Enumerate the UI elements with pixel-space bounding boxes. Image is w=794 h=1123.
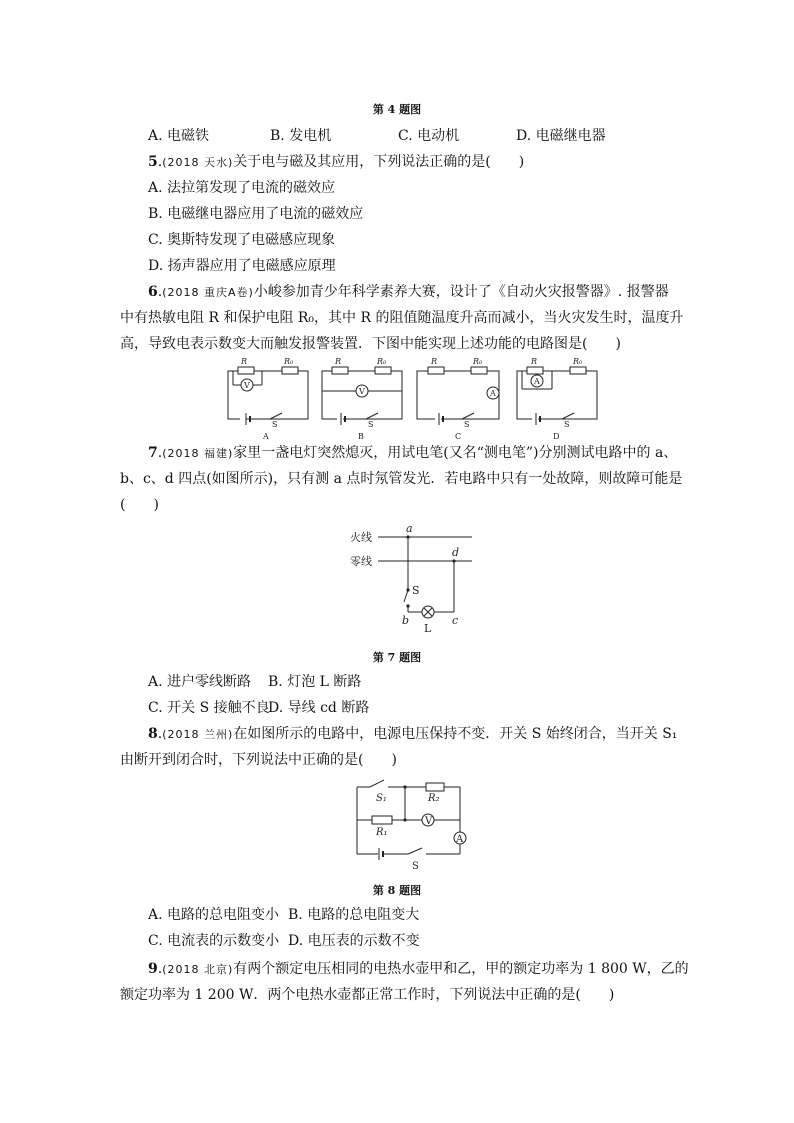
q6a-r0: R₀ bbox=[284, 357, 294, 366]
q9-line1: 9.(2018 北京)有两个额定电压相同的电热水壶甲和乙，甲的额定功率为 1 800 W，乙的 bbox=[148, 961, 689, 977]
q6d-r0: R₀ bbox=[573, 357, 583, 366]
q7-source: (2018 福建) bbox=[162, 447, 234, 460]
q8-r2-label: R₂ bbox=[428, 793, 440, 804]
q8-number: 8 bbox=[148, 726, 158, 742]
q6-circuit-c bbox=[417, 367, 499, 425]
q7-point-a: a bbox=[406, 522, 413, 535]
q6d-ammeter-label: A bbox=[534, 377, 540, 386]
q8-text1: 在如图所示的电路中，电源电压保持不变．开关 S 始终闭合，当开关 S₁ bbox=[233, 726, 678, 742]
q8-r1-label: R₁ bbox=[376, 827, 388, 838]
q7-text1: 家里一盏电灯突然熄灭，用试电笔(又名“测电笔”)分别测试电路中的 a、 bbox=[233, 445, 678, 461]
q7-point-c: c bbox=[452, 614, 459, 627]
q5-text: 关于电与磁及其应用，下列说法正确的是( ) bbox=[233, 154, 525, 170]
q5-option-c: C. 奥斯特发现了电磁感应现象 bbox=[148, 232, 336, 248]
q6-label-d: D bbox=[553, 432, 560, 441]
q6b-voltmeter-label: V bbox=[359, 387, 365, 396]
q6-label-b: B bbox=[358, 432, 364, 441]
q6b-r: R bbox=[335, 357, 342, 366]
q7-line1: 7.(2018 福建)家里一盏电灯突然熄灭，用试电笔(又名“测电笔”)分别测试电路中的 a、 bbox=[148, 445, 678, 461]
q5-stem: 5.(2018 天水)关于电与磁及其应用，下列说法正确的是( ) bbox=[148, 154, 525, 170]
q6b-r0: R₀ bbox=[377, 357, 387, 366]
q8-option-b: B. 电路的总电阻变大 bbox=[288, 907, 420, 923]
q6-number: 6 bbox=[148, 284, 158, 300]
q8-switch-label: S bbox=[412, 861, 419, 872]
q9-text1: 有两个额定电压相同的电热水壶甲和乙，甲的额定功率为 1 800 W，乙的 bbox=[233, 961, 689, 977]
q7-live-wire-label: 火线 bbox=[350, 531, 372, 544]
q6c-r0: R₀ bbox=[473, 357, 483, 366]
q6d-switch-label: S bbox=[564, 420, 570, 429]
q6-circuit-b bbox=[322, 367, 402, 425]
q8-option-c: C. 电流表的示数变小 bbox=[148, 933, 280, 949]
q7-point-b: b bbox=[402, 614, 410, 627]
q5-option-d: D. 扬声器应用了电磁感应原理 bbox=[148, 258, 336, 274]
q6c-ammeter-label: A bbox=[490, 389, 496, 398]
q7-neutral-wire-label: 零线 bbox=[350, 555, 372, 568]
q5-number: 5 bbox=[148, 154, 158, 170]
q6-label-c: C bbox=[455, 432, 462, 441]
fig4-caption: 第 4 题图 bbox=[372, 103, 422, 116]
q8-s1-label: S₁ bbox=[376, 793, 387, 804]
q7-option-c: C. 开关 S 接触不良 bbox=[148, 700, 270, 716]
fig8-caption: 第 8 题图 bbox=[372, 884, 422, 897]
q8-diagram bbox=[0, 772, 794, 882]
q7-number: 7 bbox=[148, 445, 158, 461]
q5-option-a: A. 法拉第发现了电流的磁效应 bbox=[148, 180, 336, 196]
q6b-switch-label: S bbox=[368, 420, 374, 429]
q7-option-b: B. 灯泡 L 断路 bbox=[268, 674, 362, 690]
q9-line2: 额定功率为 1 200 W．两个电热水壶都正常工作时，下列说法中正确的是( ) bbox=[120, 987, 615, 1003]
q7-line3: ( ) bbox=[120, 497, 159, 513]
q7-switch-label: S bbox=[412, 584, 420, 597]
q6a-r: R bbox=[241, 357, 248, 366]
q4-option-c: C. 电动机 bbox=[398, 128, 460, 144]
q8-option-d: D. 电压表的示数不变 bbox=[288, 933, 420, 949]
q5-source: (2018 天水) bbox=[162, 156, 234, 169]
q6-circuit-a bbox=[228, 367, 308, 425]
q8-line2: 由断开到闭合时，下列说法中正确的是( ) bbox=[120, 752, 397, 768]
q8-source: (2018 兰州) bbox=[162, 728, 234, 741]
q4-option-b: B. 发电机 bbox=[270, 128, 332, 144]
q6c-r: R bbox=[431, 357, 438, 366]
q6-line2: 中有热敏电阻 R 和保护电阻 R₀，其中 R 的阻值随温度升高而减小，当火灾发生时，温度升 bbox=[120, 310, 684, 326]
q7-option-a: A. 进户零线断路 bbox=[148, 674, 252, 690]
q6-circuits bbox=[0, 355, 794, 445]
q9-number: 9 bbox=[148, 961, 158, 977]
q6-text1: 小峻参加青少年科学素养大赛，设计了《自动火灾报警器》. 报警器 bbox=[253, 284, 669, 300]
q7-diagram bbox=[0, 522, 794, 642]
fig7-caption: 第 7 题图 bbox=[372, 651, 422, 664]
q6-label-a: A bbox=[263, 432, 269, 441]
q6-source: (2018 重庆A卷) bbox=[162, 286, 254, 299]
q6a-voltmeter-label: V bbox=[244, 381, 250, 390]
q4-option-a: A. 电磁铁 bbox=[148, 128, 210, 144]
q7-option-d: D. 导线 cd 断路 bbox=[268, 700, 370, 716]
q4-option-d: D. 电磁继电器 bbox=[516, 128, 606, 144]
q8-ammeter-label: A bbox=[456, 834, 464, 845]
q6d-r: R bbox=[531, 357, 538, 366]
q6-circuit-d bbox=[517, 367, 597, 425]
q5-option-b: B. 电磁继电器应用了电流的磁效应 bbox=[148, 206, 364, 222]
q9-source: (2018 北京) bbox=[162, 963, 234, 976]
q8-line1: 8.(2018 兰州)在如图所示的电路中，电源电压保持不变．开关 S 始终闭合，当开关 S₁ bbox=[148, 726, 678, 742]
q7-lamp-label: L bbox=[424, 622, 432, 635]
q7-point-d: d bbox=[452, 546, 460, 559]
q7-line2: b、c、d 四点(如图所示)，只有测 a 点时氖管发光．若电路中只有一处故障，则故障可能是 bbox=[120, 471, 683, 487]
q6-line3: 高，导致电表示数变大而触发报警装置．下图中能实现上述功能的电路图是( ) bbox=[120, 336, 621, 352]
q6c-switch-label: S bbox=[464, 420, 470, 429]
q8-option-a: A. 电路的总电阻变小 bbox=[148, 907, 280, 923]
q8-voltmeter-label: V bbox=[425, 816, 433, 827]
q6-line1: 6.(2018 重庆A卷)小峻参加青少年科学素养大赛，设计了《自动火灾报警器》. 报警器 bbox=[148, 284, 669, 300]
q6a-switch-label: S bbox=[272, 420, 278, 429]
